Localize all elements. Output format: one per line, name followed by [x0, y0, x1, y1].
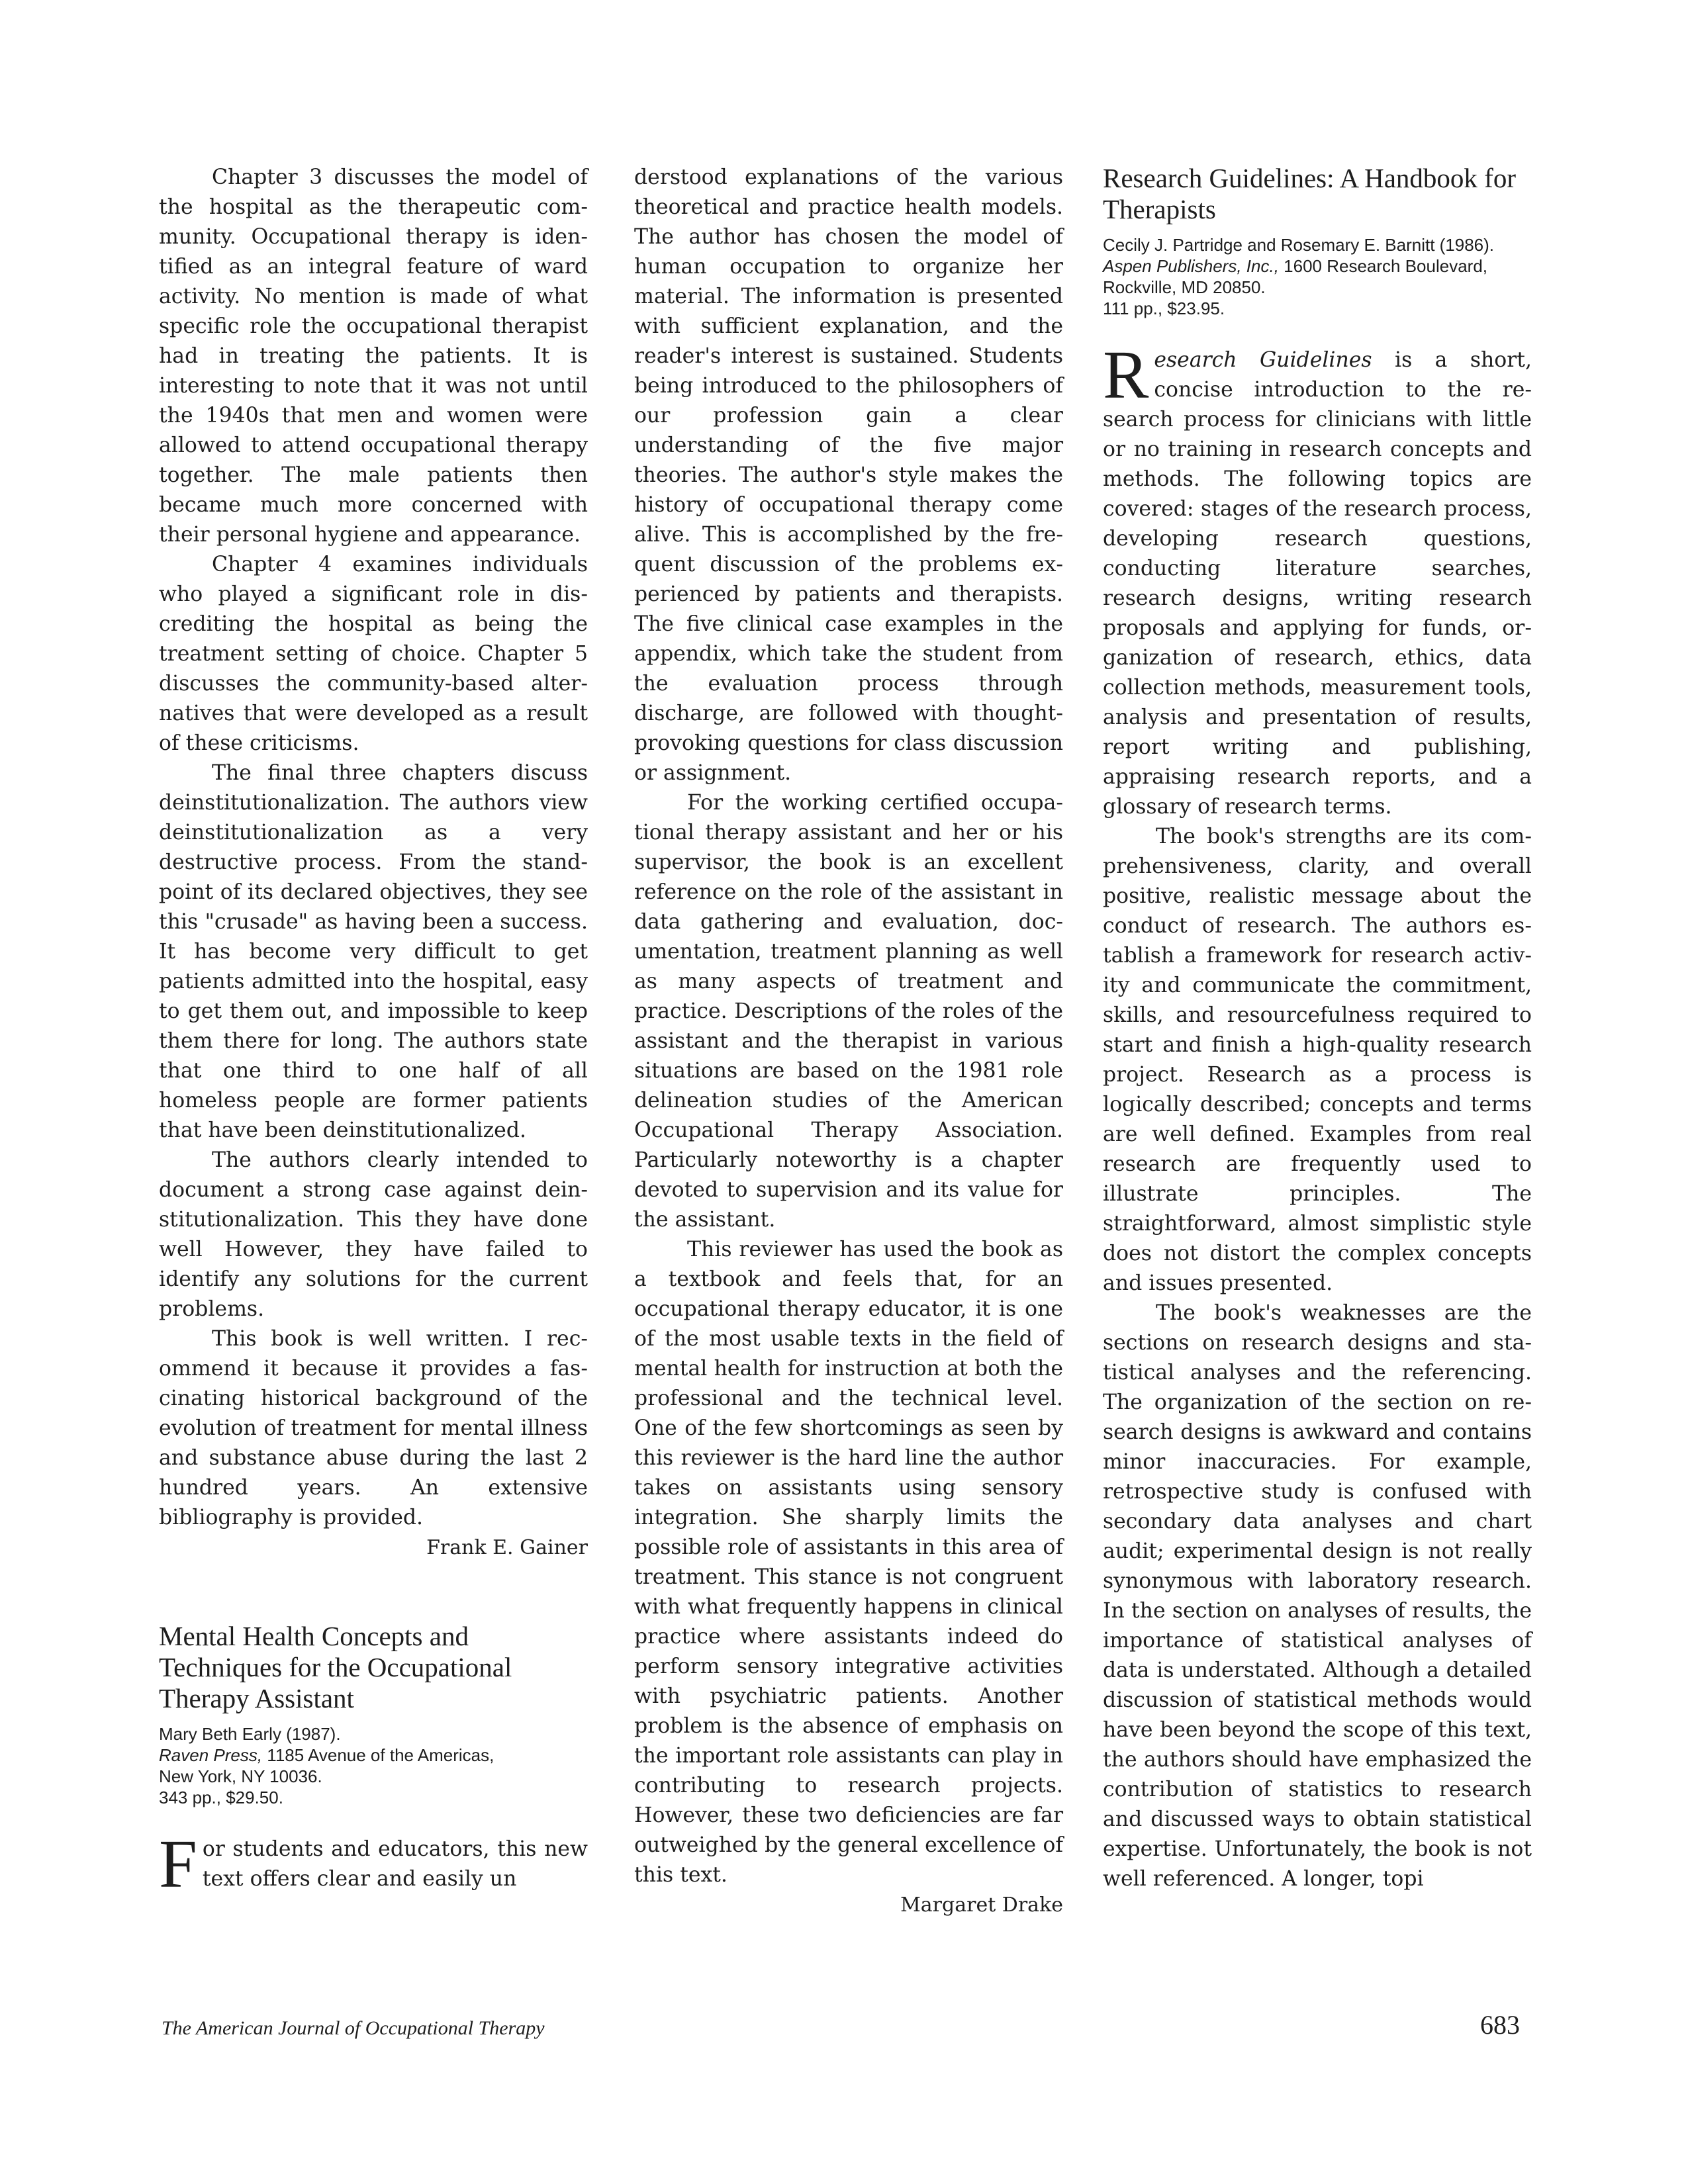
book-publisher: Raven Press, [159, 1745, 263, 1765]
page-number: 683 [1480, 2010, 1520, 2040]
book-author: Mary Beth Early (1987). [159, 1724, 341, 1744]
reviewer-signature: Frank E. Gainer [426, 1536, 588, 1559]
book-publisher: Aspen Publishers, Inc., [1103, 256, 1279, 276]
paragraph: This reviewer has used the book as a textbook and feels that, for an occupational therapy educator, it is one of the most usable texts in the field of mental health for instruction at both the professional and the technical level. One of the few shortcomings as seen by this reviewer is the hard line the author takes on assistants using sensory integration. She sharply limits the possible role of assistants in this area of treatment. This stance is not congruent with what frequently happens in clinical practice where assistants indeed do perform sensory integrative activities with psychiatric patients. Another problem is the absence of emphasis on the important role assistants can play in contributing to research projects. However, these two deficiencies are far outweighed by the general excellence of this text. [634, 1238, 1063, 1887]
book-address: 1600 Research Boulevard, Rockville, MD 20850. [1103, 256, 1488, 297]
review-opening [159, 1826, 588, 1902]
book-publisher-line [159, 1745, 588, 1766]
journal-name: The American Journal of Occupational Therapy [162, 2017, 545, 2039]
paragraph: For the working certified occupational therapy assistant and her or his supervisor, the book is an excellent reference on the role of the assistant in data gathering and evaluation, documentation, treatment planning as well as many aspects of treatment and practice. Descriptions of the roles of the assistant and the therapist in various situations are based on the 1981 role delineation studies of the American Occupational Therapy Association. Particularly noteworthy is a chapter devoted to supervision and its value for the assistant. [634, 791, 1063, 1232]
book-citation [159, 1723, 588, 1808]
paragraph: Chapter 4 examines individuals who played a significant role in discrediting the hospital as being the treatment setting of choice. Chapter 5 discusses the community-based alternatives that were developed as a result of these criticisms. [159, 553, 588, 755]
paragraph: The authors clearly intended to document a strong case against deinstitutionalization. This they have done well However, they have failed to identify any solutions for the current problems. [159, 1148, 588, 1321]
paragraph: derstood explanations of the various theoretical and practice health models. The author has chosen the model of human occupation to organize her material. The information is presented with sufficient explanation, and the reader's interest is sustained. Students being introduced to the philosophers of our profession gain a clear understanding of the five major theories. The author's style makes the history of occupational therapy come alive. This is accomplished by the frequent discussion of the problems experienced by patients and therapists. The five clinical case examples in the appendix, which take the student from the evaluation process through discharge, are followed with thought-provoking questions for class discussion or assignment. [634, 165, 1063, 785]
book-citation [1103, 234, 1532, 319]
paragraph: The final three chapters discuss deinstitutionalization. The authors view deinstitutionalization as a very destructive process. From the standpoint of its declared objectives, they see this "crusade" as having been a success. It has become very difficult to get patients admitted into the hospital, easy to get them out, and impossible to keep them there for long. The authors state that one third to one half of all homeless people are former patients that have been deinstitutionalized. [159, 761, 588, 1142]
column-2 [634, 163, 1063, 1920]
reviewer-signature: Margaret Drake [900, 1893, 1063, 1917]
drop-cap: F [159, 1826, 197, 1902]
paragraph: This book is well written. I recommend it because it provides a fascinating historical background of the evolution of treatment for mental illness and substance abuse during the last 2 hundred years. An extensive bibliography is provided. [159, 1327, 588, 1529]
paragraph: The book's strengths are its comprehensiveness, clarity, and overall positive, realistic message about the conduct of research. The authors establish a framework for research activity and communicate the commitment, skills, and resourcefulness required to start and finish a high-quality research project. Research as a process is logically described; concepts and terms are well defined. Examples from real research are frequently used to illustrate principles. The straightforward, almost simplistic style does not distort the complex concepts and issues presented. [1103, 825, 1532, 1295]
book-price: 343 pp., $29.50. [159, 1788, 283, 1807]
column-3 [1103, 163, 1532, 1894]
opening-text: is a short, concise introduction to the research process for clinicians with little or no training in research concepts and methods. The following topics are covered: stages of the research process, developing research questions, conducting literature searches, research designs, writing research proposals and applying for funds, organization of research, ethics, data collection methods, measurement tools, analysis and presentation of results, report writing and publishing, appraising research reports, and a glossary of research terms. [1103, 348, 1532, 819]
drop-cap: R [1103, 337, 1149, 413]
paragraph: The book's weaknesses are the sections on research designs and statistical analyses and the referencing. The organization of the section on research designs is awkward and contains minor inaccuracies. For example, retrospective study is confused with secondary data analyses and chart audit; experimental design is not really synonymous with laboratory research. In the section on analyses of results, the importance of statistical analyses of data is understated. Although a detailed discussion of statistical methods would have been beyond the scope of this text, the authors should have emphasized the contribution of statistics to research and discussed ways to obtain statistical expertise. Unfortunately, the book is not well referenced. A longer, topi [1103, 1301, 1532, 1891]
book-address: 1185 Avenue of the Americas, [262, 1745, 494, 1765]
opening-text: or students and educators, this new text offers clear and easily un [202, 1837, 588, 1891]
column-1 [159, 163, 588, 1902]
book-author: Cecily J. Partridge and Rosemary E. Barnitt (1986). [1103, 235, 1495, 255]
review-title: Mental Health Concepts and Techniques for the Occupational Therapy Assistant [159, 1621, 512, 1713]
book-city: New York, NY 10036. [159, 1766, 322, 1786]
book-publisher-line [1103, 255, 1532, 298]
book-price: 111 pp., $23.95. [1103, 298, 1225, 318]
book-title-italic: esearch Guidelines [1154, 348, 1372, 372]
review-title: Research Guidelines: A Handbook for Therapists [1103, 163, 1516, 224]
review-opening [1103, 337, 1532, 822]
paragraph: Chapter 3 discusses the model of the hospital as the therapeutic community. Occupational therapy is identified as an integral feature of ward activity. No mention is made of what specific role the occupational therapist had in treating the patients. It is interesting to note that it was not until the 1940s that men and women were allowed to attend occupational therapy together. The male patients then became much more concerned with their personal hygiene and appearance. [159, 165, 588, 547]
